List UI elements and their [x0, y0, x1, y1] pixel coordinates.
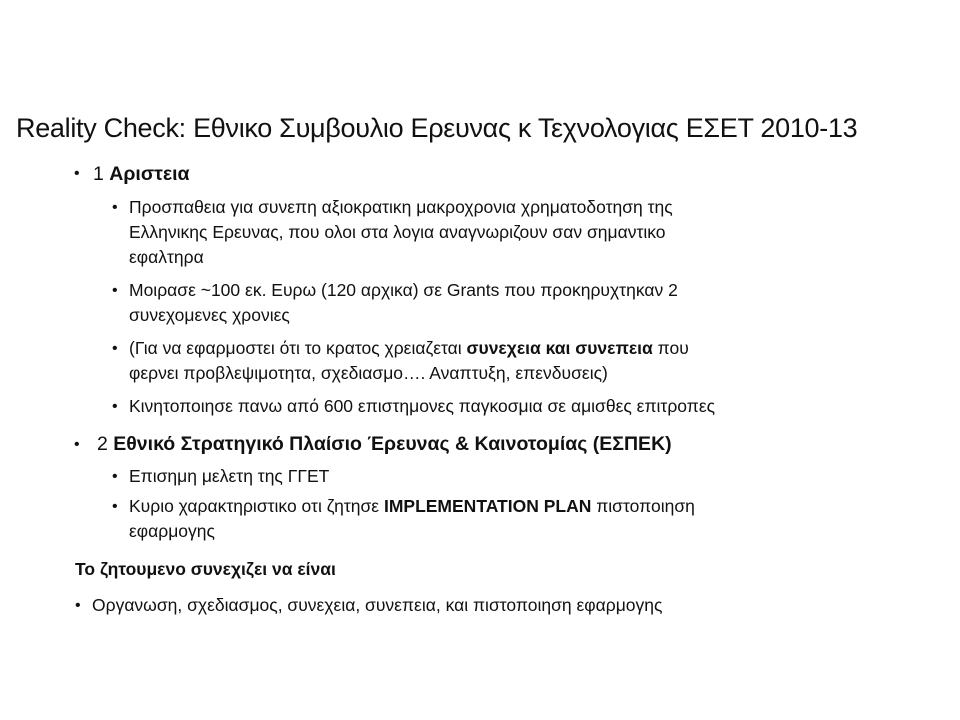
section1-number: 1	[93, 163, 110, 185]
section1-point-4	[129, 394, 715, 419]
text-line: εφαρμογης	[129, 521, 215, 541]
text-line: Επισημη μελετη της ΓΓΕΤ	[129, 466, 330, 486]
bullet-icon: •	[112, 340, 118, 357]
text-line	[129, 494, 695, 519]
bullet-icon: •	[112, 199, 118, 216]
text-run: πιστοποιηση	[591, 496, 695, 516]
bullet-icon: •	[75, 597, 81, 614]
conclusion-heading: Το ζητουμενο συνεχιζει να είναι	[75, 559, 336, 579]
section1-point-1	[129, 195, 673, 270]
emphasis-text: συνεχεια και συνεπεια	[466, 338, 653, 358]
text-line: εφαλτηρα	[129, 247, 204, 267]
text-run: (Για να εφαρμοστει ότι το κρατος χρειαζεται	[129, 338, 467, 358]
emphasis-text: IMPLEMENTATION PLAN	[383, 496, 592, 516]
text-line	[129, 336, 689, 361]
bullet-icon: •	[112, 468, 118, 485]
text-run: που	[652, 338, 689, 358]
text-line: συνεχομενες χρονιες	[129, 305, 290, 325]
section2-number: 2	[97, 433, 114, 455]
section2-title: Εθνικό Στρατηγικό Πλαίσιο Έρευνας & Καινοτομίας (ΕΣΠΕΚ)	[113, 433, 672, 455]
conclusion-point: Οργανωση, σχεδιασμος, συνεχεια, συνεπεια, και πιστοποιηση εφαρμογης	[92, 595, 663, 615]
bullet-icon: •	[112, 398, 118, 415]
text-line: Ελληνικης Ερευνας, που ολοι στα λογια αναγνωριζουν σαν σημαντικο	[129, 222, 666, 242]
bullet-icon: •	[74, 165, 80, 182]
text-line: Κινητοποιησε πανω από 600 επιστημονες παγκοσμια σε αμισθες επιτροπες	[129, 396, 716, 416]
section2-heading	[97, 431, 672, 457]
text-line: φερνει προβλεψιμοτητα, σχεδιασμο…. Αναπτυξη, επενδυσεις)	[129, 363, 608, 383]
section1-point-3	[129, 336, 689, 386]
text-run: Κυριο χαρακτηριστικο οτι ζητησε	[129, 496, 384, 516]
text-line: Προσπαθεια για συνεπη αξιοκρατικη μακροχρονια χρηματοδοτηση της	[129, 197, 673, 217]
slide-title: Reality Check: Εθνικο Συμβουλιο Ερευνας κ Τεχνολογιας ΕΣΕΤ 2010-13	[16, 113, 858, 143]
bullet-icon: •	[74, 436, 80, 453]
section1-title: Αριστεια	[109, 163, 190, 185]
bullet-icon: •	[112, 282, 118, 299]
section1-heading	[93, 161, 190, 187]
bullet-icon: •	[112, 498, 118, 515]
section2-point-2	[129, 494, 695, 544]
section1-point-2	[129, 278, 678, 328]
section2-point-1	[129, 464, 329, 489]
text-line: Μοιρασε ~100 εκ. Ευρω (120 αρχικα) σε Grants που προκηρυχτηκαν 2	[129, 280, 678, 300]
